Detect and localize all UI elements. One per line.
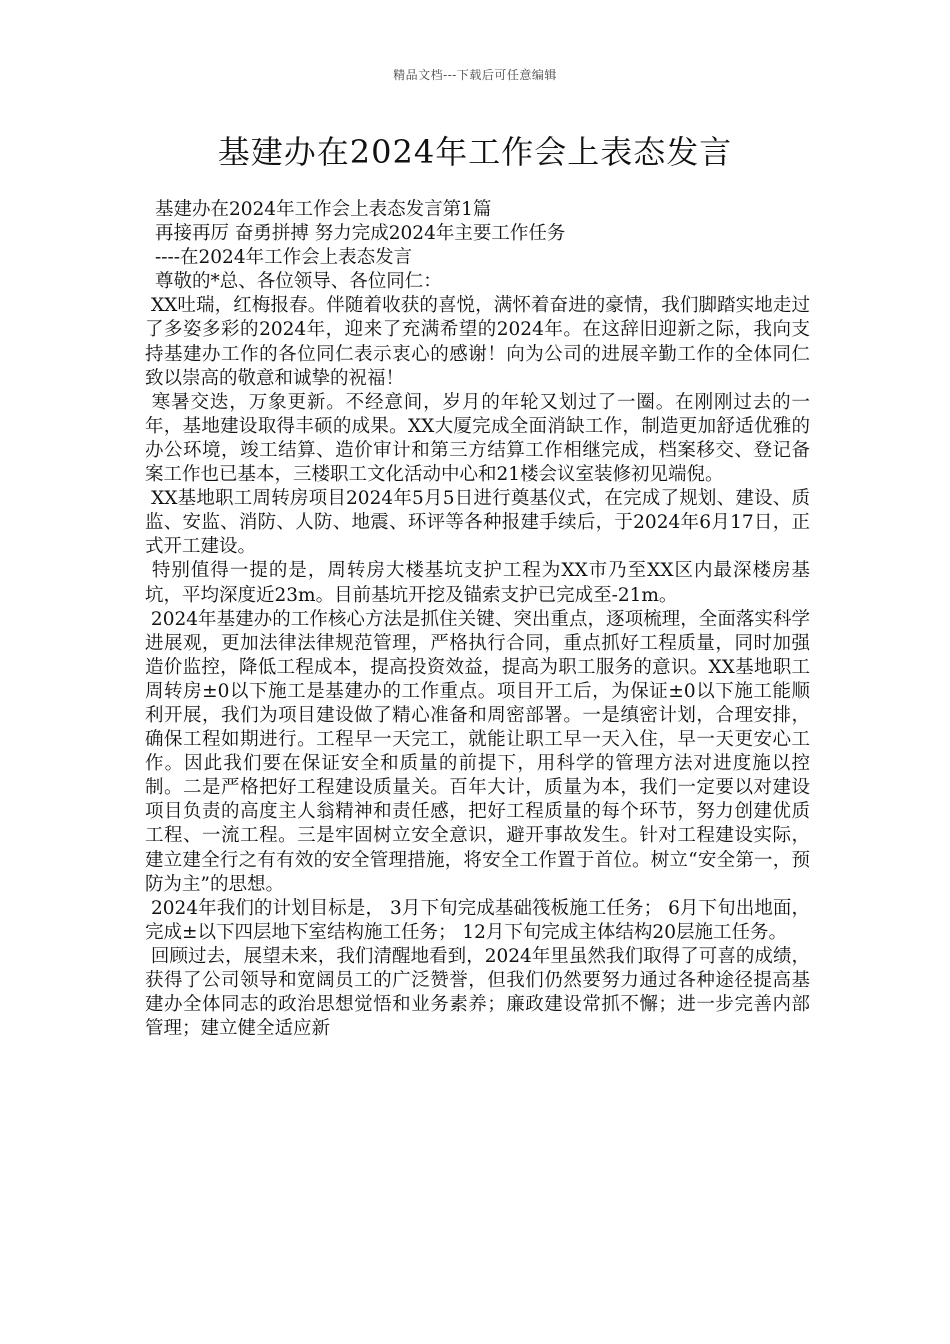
salutation-line: 尊敬的*总、各位领导、各位同仁：: [155, 271, 442, 293]
theme-line: 再接再厉 奋勇拼搏 努力完成2024年主要工作任务: [155, 223, 566, 245]
document-title: 基建办在2024年工作会上表态发言: [217, 133, 733, 171]
occasion-line: ----在2024年工作会上表态发言: [155, 247, 413, 269]
paragraph-outlook: 回顾过去，展望未来，我们清醒地看到，2024年里虽然我们取得了可喜的成绩，获得了公司领导和宽阔员工的广泛赞誉，但我们仍然要努力通过各种途径提高基建办全体同志的政治思想觉悟和业务素养；廉政建设常抓不懈；进一步完善内部管理；建立健全适应新: [145, 945, 810, 1040]
paragraph-achievements: 寒暑交迭，万象更新。不经意间，岁月的年轮又划过了一圈。在刚刚过去的一年，基地建设取得丰硕的成果。XX大厦完成全面消缺工作，制造更加舒适优雅的办公环境，竣工结算、造价审计和第三方结算工作相继完成，档案移交、登记备案工作也已基本，三楼职工文化活动中心和21楼会议室装修初见端倪。: [145, 391, 810, 486]
paragraph-foundation-pit: 特别值得一提的是，周转房大楼基坑支护工程为XX市乃至XX区内最深楼房基坑，平均深度近23m。目前基坑开挖及锚索支护已完成至-21m。: [145, 560, 810, 606]
paragraph-project-start: XX基地职工周转房项目2024年5月5日进行奠基仪式，在完成了规划、建设、质监、安监、消防、人防、地震、环评等各种报建手续后，于2024年6月17日，正式开工建设。: [145, 488, 810, 558]
header-note: 精品文档---下载后可任意编辑: [393, 68, 557, 82]
paragraph-work-method: 2024年基建办的工作核心方法是抓住关键、突出重点，逐项梳理，全面落实科学进展观，更加法律法律规范管理，严格执行合同，重点抓好工程质量，同时加强造价监控，降低工程成本，提高投资效益，提高为职工服务的意识。XX基地职工周转房±0以下施工是基建办的工作重点。项目开工后，为保证±0以下施工能顺利开展，我们为项目建设做了精心准备和周密部署。一是缜密计划，合理安排，确保工程如期进行。工程早一天完工，就能让职工早一天入住，早一天更安心工作。因此我们要在保证安全和质量的前提下，用科学的管理方法对进度施以控制。二是严格把好工程建设质量关。百年大计，质量为本，我们一定要以对建设项目负责的高度主人翁精神和责任感，把好工程质量的每个环节，努力创建优质工程、一流工程。三是牢固树立安全意识，避开事故发生。针对工程建设实际，建立建全行之有有效的安全管理措施，将安全工作置于首位。树立“安全第一，预防为主”的思想。: [145, 608, 810, 895]
paragraph-plan-targets: 2024年我们的计划目标是， 3月下旬完成基础筏板施工任务； 6月下旬出地面，完成±以下四层地下室结构施工任务； 12月下旬完成主体结构20层施工任务。: [145, 897, 810, 943]
document-body: [145, 198, 810, 1041]
paragraph-greeting: XX吐瑞，红梅报春。伴随着收获的喜悦，满怀着奋进的豪情，我们脚踏实地走过了多姿多彩的2024年，迎来了充满希望的2024年。在这辞旧迎新之际，我向支持基建办工作的各位同仁表示衷心的感谢！向为公司的进展辛勤工作的全体同仁致以崇高的敬意和诚挚的祝福！: [145, 295, 810, 389]
subtitle-line: 基建办在2024年工作会上表态发言第1篇: [155, 199, 492, 220]
